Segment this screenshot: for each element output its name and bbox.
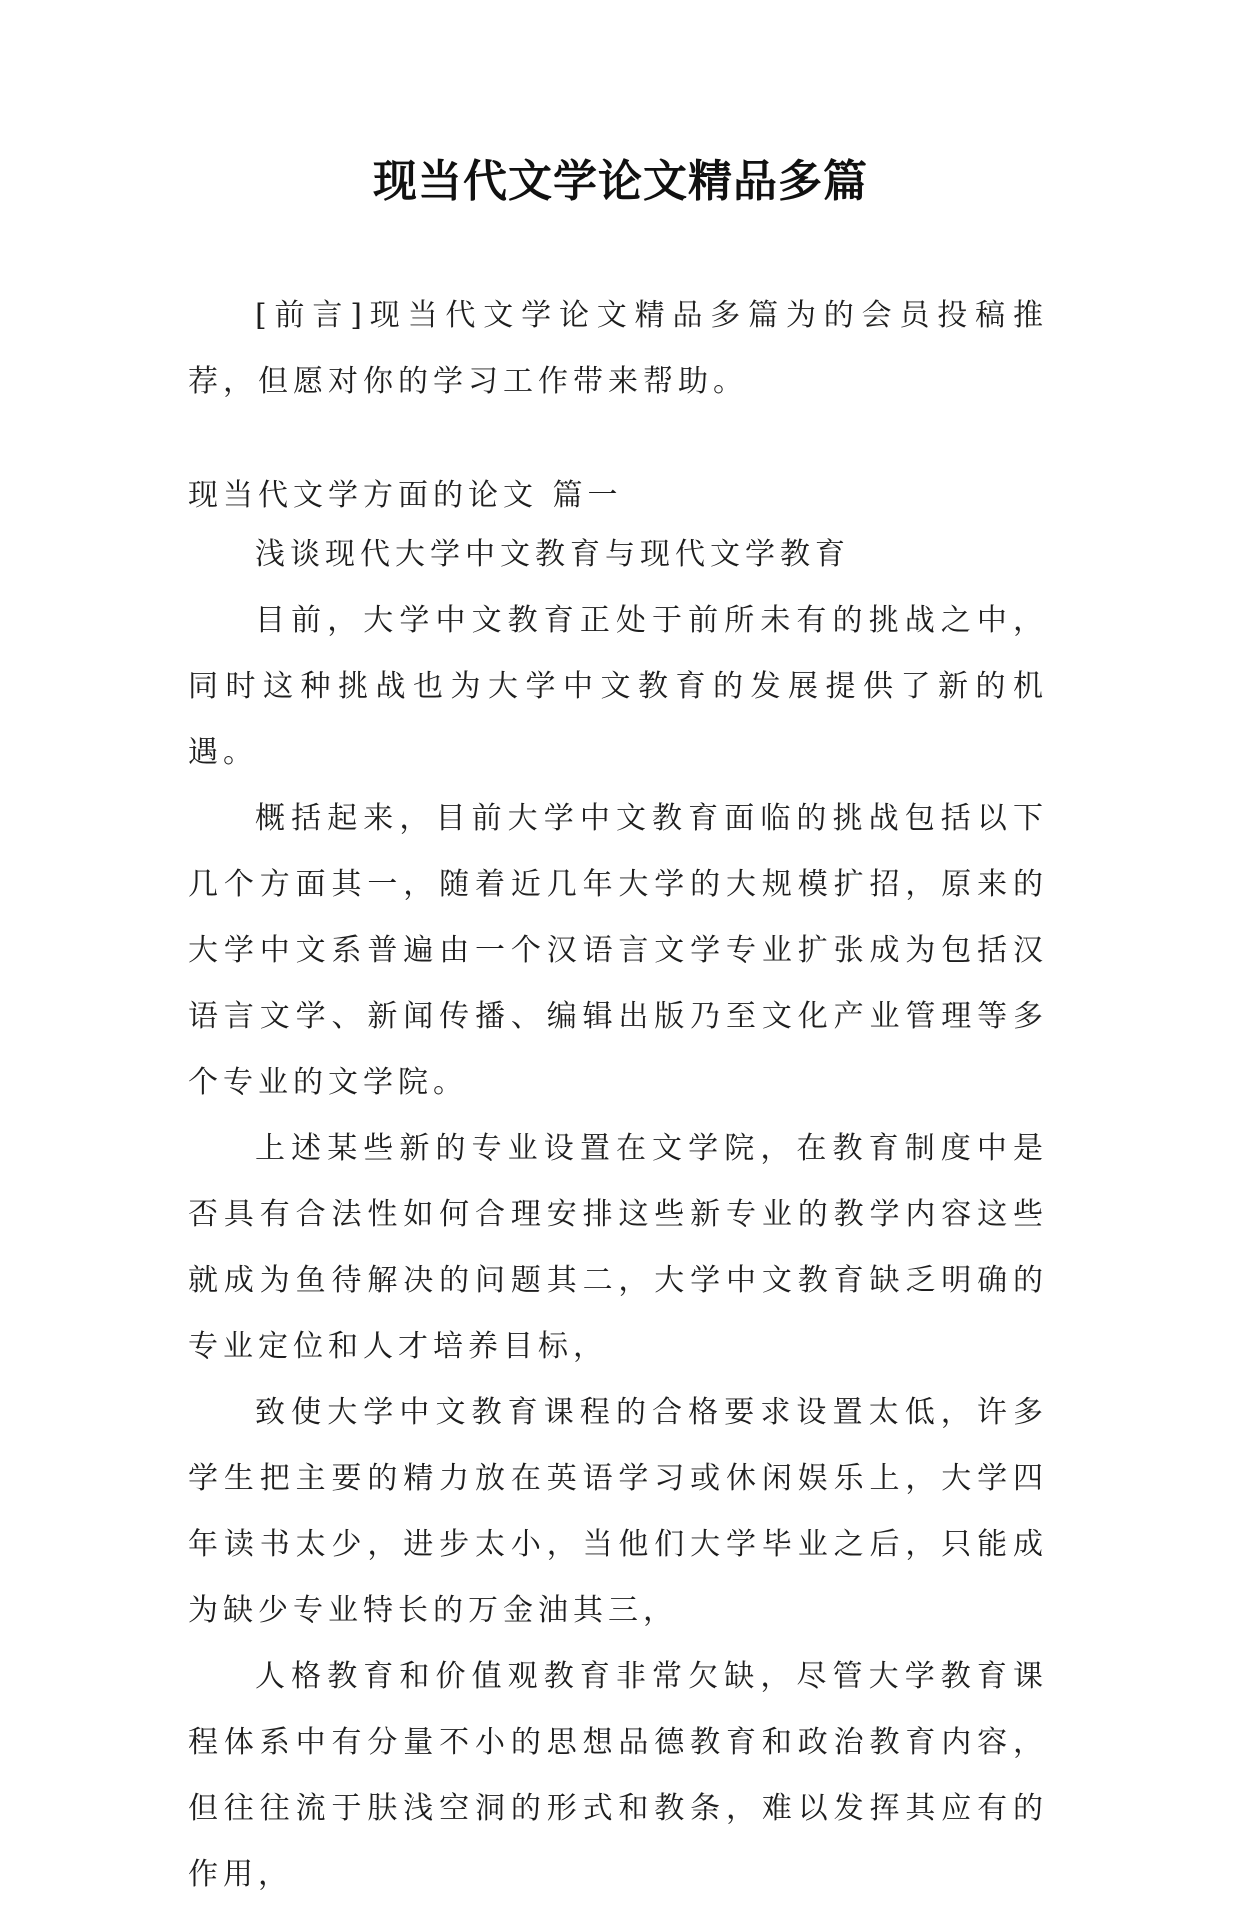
body-paragraph: 目前，大学中文教育正处于前所未有的挑战之中，同时这种挑战也为大学中文教育的发展提供了新的机遇。 — [188, 603, 1048, 770]
body-paragraph: 上述某些新的专业设置在文学院，在教育制度中是否具有合法性如何合理安排这些新专业的教学内容这些就成为鱼待解决的问题其二，大学中文教育缺乏明确的专业定位和人才培养目标， — [188, 1131, 1048, 1364]
preface-paragraph: [前言]现当代文学论文精品多篇为的会员投稿推荐，但愿对你的学习工作带来帮助。 — [188, 298, 1048, 399]
article-body — [188, 522, 1048, 1908]
article-subtitle: 浅谈现代大学中文教育与现代文学教育 — [255, 537, 850, 572]
document-title: 现当代文学论文精品多篇 — [373, 156, 868, 207]
section-heading-block — [188, 463, 1048, 529]
preface-block — [188, 283, 1048, 415]
section-heading: 现当代文学方面的论文 篇一 — [188, 478, 623, 513]
body-paragraph: 概括起来，目前大学中文教育面临的挑战包括以下几个方面其一，随着近几年大学的大规模扩招，原来的大学中文系普遍由一个汉语言文学专业扩张成为包括汉语言文学、新闻传播、编辑出版乃至文化产业管理等多个专业的文学院。 — [188, 801, 1048, 1100]
body-paragraph: 人格教育和价值观教育非常欠缺，尽管大学教育课程体系中有分量不小的思想品德教育和政治教育内容，但往往流于肤浅空洞的形式和教条，难以发挥其应有的作用， — [188, 1659, 1048, 1892]
body-paragraph: 致使大学中文教育课程的合格要求设置太低，许多学生把主要的精力放在英语学习或休闲娱乐上，大学四年读书太少，进步太小，当他们大学毕业之后，只能成为缺少专业特长的万金油其三， — [188, 1395, 1048, 1628]
